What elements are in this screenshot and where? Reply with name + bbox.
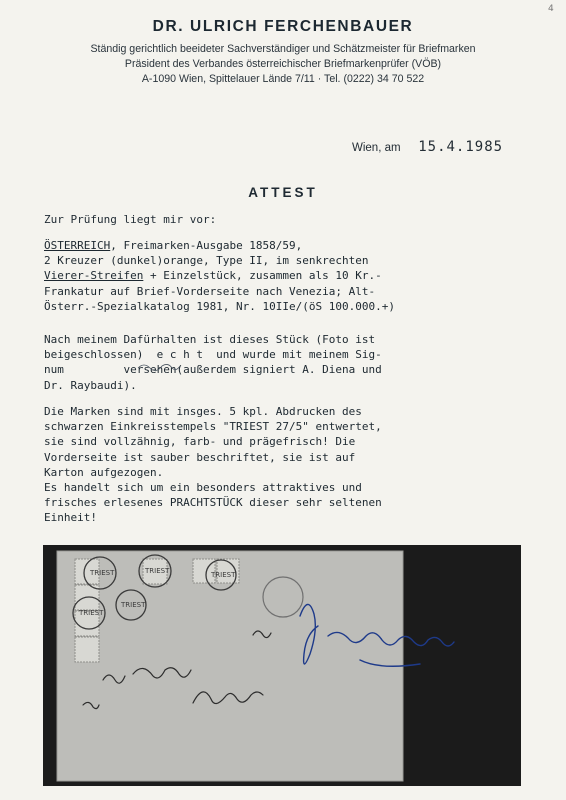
cover-photo [43, 545, 521, 786]
svg-text:TRIEST: TRIEST [79, 609, 104, 617]
letterhead-line-2: Präsident des Verbandes österreichischer Briefmarkenprüfer (VÖB) [124, 58, 442, 70]
svg-text:TRIEST: TRIEST [121, 601, 146, 609]
paragraph-opinion: Nach meinem Dafürhalten ist dieses Stück (Foto ist beigeschlossen) e c h t und wurde mit meinem Sig- num versehen(außerdem signiert A. Diena und Dr. Raybaudi). [44, 333, 382, 392]
country-name: ÖSTERREICH [44, 239, 111, 252]
expert-name: DR. ULRICH FERCHENBAUER [152, 18, 414, 35]
letterhead-address: A-1090 Wien, Spittelauer Lände 7/11 · Tel. (0222) 34 70 522 [141, 73, 425, 85]
paragraph-condition: Die Marken sind mit insges. 5 kpl. Abdrucken des schwarzen Einkreisstempels "TRIEST 27/5" entwertet, sie sind vollzähnig, farb- und prägefrisch! Die Vorderseite ist sauber beschriftet, sie ist auf Karton aufgezogen. Es handelt sich um ein besonders attraktives und frisches erlesenes PRACHTSTÜCK dieser sehr seltenen Einheit! [44, 405, 382, 525]
letterhead [0, 18, 566, 87]
document-title: ATTEST [248, 185, 318, 200]
date-value: 15.4.1985 [418, 139, 504, 155]
svg-text:TRIEST: TRIEST [211, 571, 236, 579]
corner-pencil-mark: 4 [548, 4, 554, 14]
date-label: Wien, am [352, 142, 401, 154]
svg-text:TRIEST: TRIEST [90, 569, 115, 577]
letterhead-line-1: Ständig gerichtlich beeideter Sachverständiger und Schätzmeister für Briefmarken [90, 43, 476, 55]
date-line [352, 136, 503, 155]
svg-text:TRIEST: TRIEST [145, 567, 170, 575]
cover-photo-image [43, 545, 521, 786]
strip-term: Vierer-Streifen [44, 269, 144, 283]
intro-line: Zur Prüfung liegt mir vor: [44, 213, 217, 226]
cover-front [57, 551, 403, 781]
paragraph-description: ÖSTERREICH, Freimarken-Ausgabe 1858/59, 2 Kreuzer (dunkel)orange, Type II, im senkrechten Vierer-Streifen + Einzelstück, zusammen als 10 Kr.- Frankatur auf Brief-Vorderseite nach Venezia; Alt- Österr.-Spezialkatalog 1981, Nr. 10IIe/(öS 100.000.+) [44, 239, 395, 313]
